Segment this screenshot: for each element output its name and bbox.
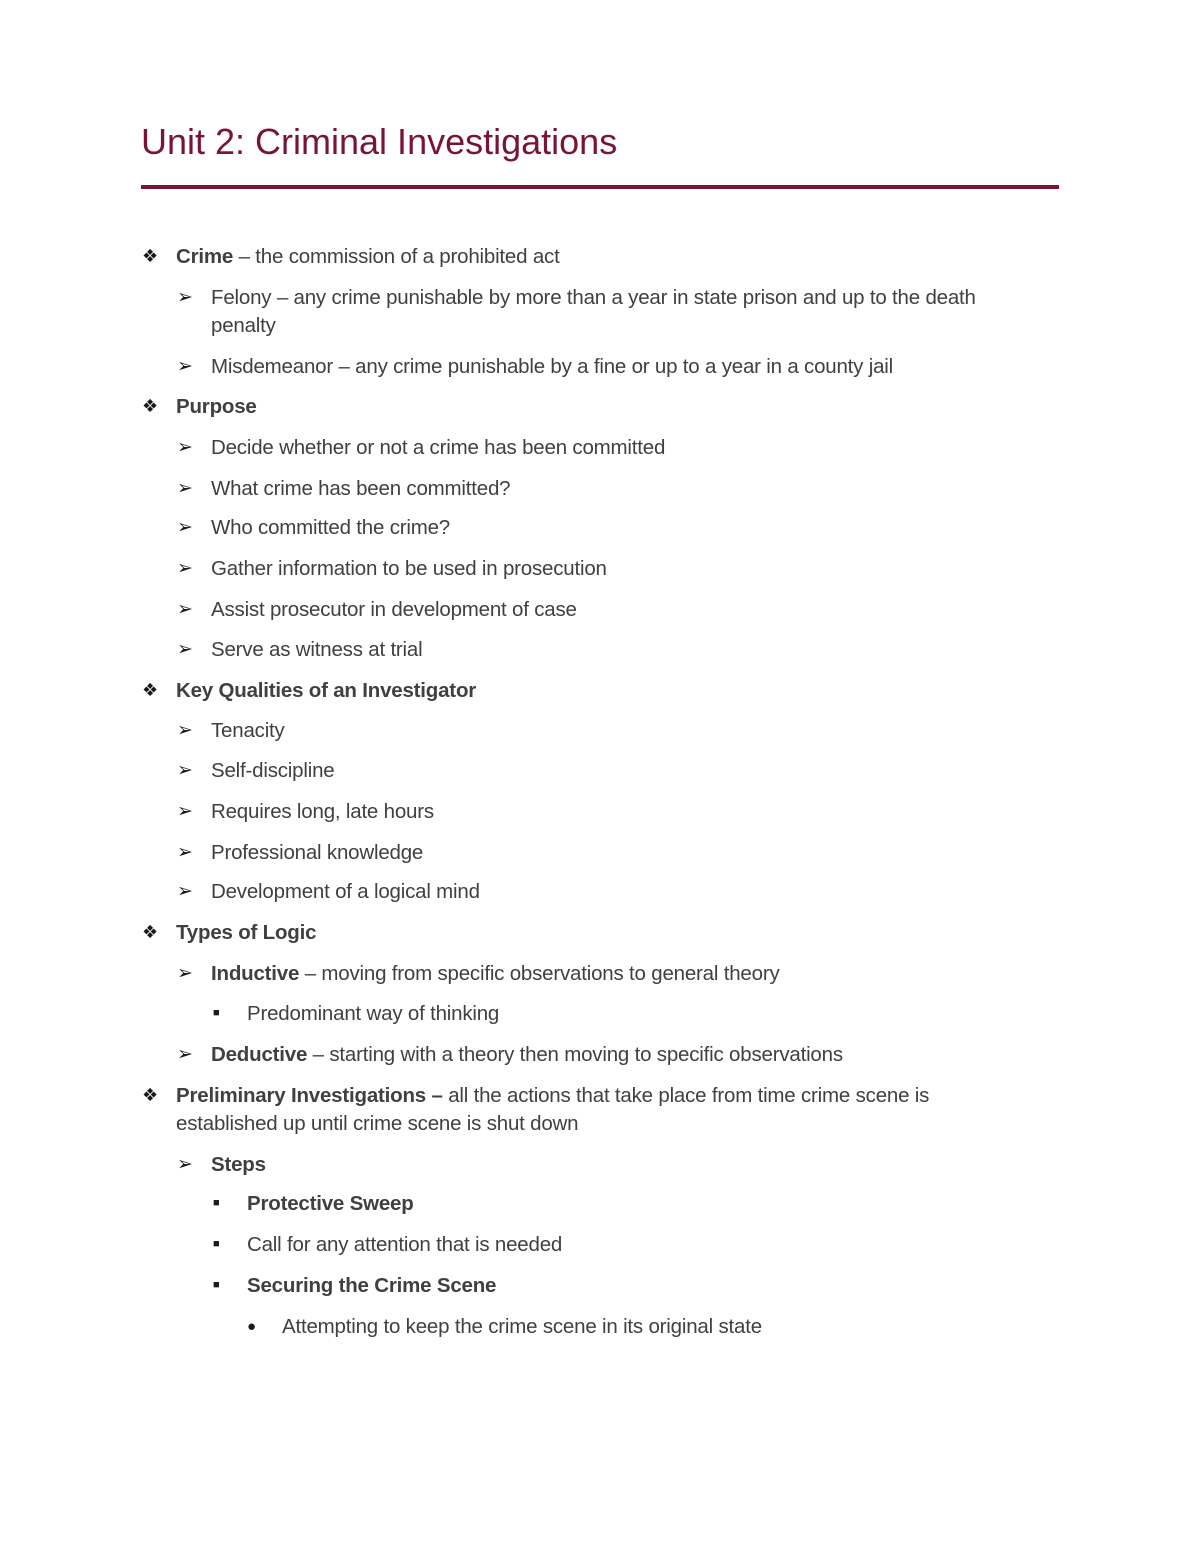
list-item-purpose: Purpose [176, 395, 257, 418]
list-item: Requires long, late hours [211, 800, 434, 823]
diamond-bullet-icon: ❖ [142, 396, 159, 416]
list-item: Assist prosecutor in development of case [211, 598, 577, 621]
arrowhead-bullet-icon: ➢ [177, 639, 193, 660]
list-item: Tenacity [211, 719, 285, 742]
list-item-preliminary-cont: established up until crime scene is shut down [176, 1112, 579, 1135]
arrowhead-bullet-icon: ➢ [177, 287, 193, 308]
list-item-felony-cont: penalty [211, 314, 276, 337]
arrowhead-bullet-icon: ➢ [177, 437, 193, 458]
term-crime: Crime [176, 245, 234, 268]
arrowhead-bullet-icon: ➢ [177, 1154, 193, 1175]
list-item-securing: Securing the Crime Scene [247, 1274, 497, 1297]
list-item-felony: Felony – any crime punishable by more than a year in state prison and up to the death [211, 286, 976, 309]
arrowhead-bullet-icon: ➢ [177, 881, 193, 902]
arrowhead-bullet-icon: ➢ [177, 558, 193, 579]
round-bullet-icon: ● [247, 1318, 257, 1335]
arrowhead-bullet-icon: ➢ [177, 1044, 193, 1065]
arrowhead-bullet-icon: ➢ [177, 963, 193, 984]
list-item-preliminary: Preliminary Investigations – all the actions that take place from time crime scene is [176, 1084, 930, 1107]
list-item: Attempting to keep the crime scene in its original state [282, 1315, 762, 1338]
diamond-bullet-icon: ❖ [142, 680, 159, 700]
list-item: Call for any attention that is needed [247, 1233, 563, 1256]
title-underline [141, 185, 1059, 189]
list-item-qualities: Key Qualities of an Investigator [176, 679, 477, 702]
list-item: Serve as witness at trial [211, 638, 423, 661]
square-bullet-icon: ■ [213, 1007, 220, 1019]
diamond-bullet-icon: ❖ [142, 1085, 159, 1105]
list-item: Professional knowledge [211, 841, 424, 864]
list-item-inductive: Inductive – moving from specific observations to general theory [211, 962, 780, 985]
list-item: Self-discipline [211, 759, 335, 782]
arrowhead-bullet-icon: ➢ [177, 356, 193, 377]
arrowhead-bullet-icon: ➢ [177, 760, 193, 781]
list-item-deductive: Deductive – starting with a theory then moving to specific observations [211, 1043, 843, 1066]
page-title: Unit 2: Criminal Investigations [141, 121, 618, 162]
arrowhead-bullet-icon: ➢ [177, 842, 193, 863]
square-bullet-icon: ■ [213, 1197, 220, 1209]
diamond-bullet-icon: ❖ [142, 246, 159, 266]
list-item: Development of a logical mind [211, 880, 480, 903]
list-item-crime: Crime – the commission of a prohibited act [176, 245, 560, 268]
arrowhead-bullet-icon: ➢ [177, 478, 193, 499]
list-item-logic: Types of Logic [176, 921, 317, 944]
list-item-misdemeanor: Misdemeanor – any crime punishable by a fine or up to a year in a county jail [211, 355, 893, 378]
arrowhead-bullet-icon: ➢ [177, 720, 193, 741]
list-item-protective-sweep: Protective Sweep [247, 1192, 414, 1215]
list-item-steps: Steps [211, 1153, 266, 1176]
list-item: Who committed the crime? [211, 516, 450, 539]
diamond-bullet-icon: ❖ [142, 922, 159, 942]
arrowhead-bullet-icon: ➢ [177, 599, 193, 620]
list-item: Decide whether or not a crime has been committed [211, 436, 666, 459]
list-item: What crime has been committed? [211, 477, 511, 500]
arrowhead-bullet-icon: ➢ [177, 801, 193, 822]
square-bullet-icon: ■ [213, 1238, 220, 1250]
square-bullet-icon: ■ [213, 1279, 220, 1291]
list-item: Predominant way of thinking [247, 1002, 500, 1025]
arrowhead-bullet-icon: ➢ [177, 517, 193, 538]
list-item: Gather information to be used in prosecution [211, 557, 607, 580]
